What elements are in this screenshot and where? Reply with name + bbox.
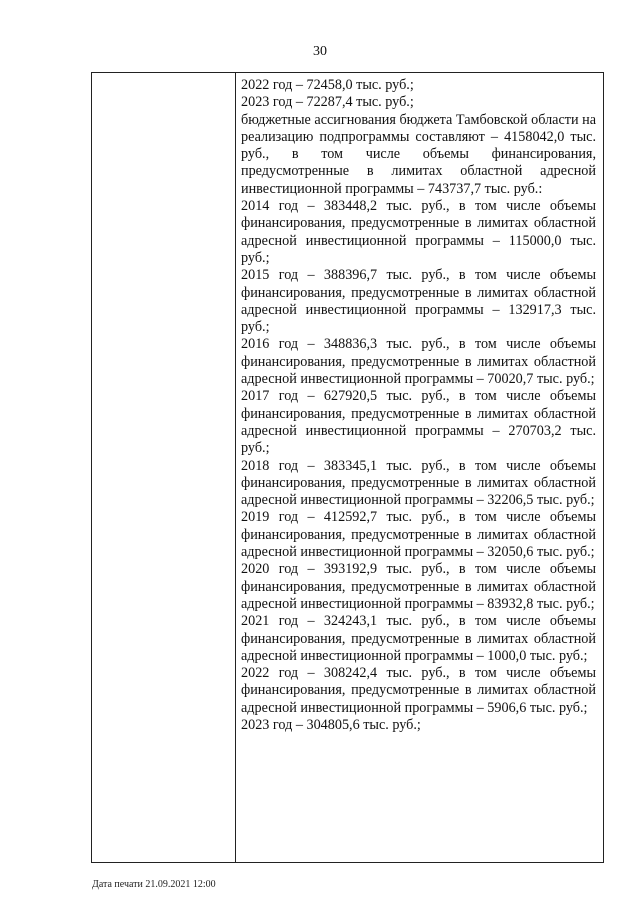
table-cell-content <box>241 77 596 734</box>
paragraph: 2023 год – 304805,6 тыс. руб.; <box>241 716 421 733</box>
column-divider <box>235 73 236 862</box>
paragraph: 2023 год – 72287,4 тыс. руб.; <box>241 94 414 111</box>
document-table <box>91 72 604 863</box>
paragraph: 2021 год – 324243,1 тыс. руб., в том числе объемы финансирования, предусмотренные в лимитах областной адресной инвестиционной программы – 1000,0 тыс. руб.; <box>241 613 596 664</box>
paragraph: 2019 год – 412592,7 тыс. руб., в том числе объемы финансирования, предусмотренные в лимитах областной адресной инвестиционной программы – 32050,6 тыс. руб.; <box>241 509 596 561</box>
paragraph: 2022 год – 72458,0 тыс. руб.; <box>241 77 414 93</box>
paragraph: 2015 год – 388396,7 тыс. руб., в том числе объемы финансирования, предусмотренные в лимитах областной адресной инвестиционной программы – 132917,3 тыс. руб.; <box>241 267 596 336</box>
print-date-footer: Дата печати 21.09.2021 12:00 <box>92 879 216 890</box>
paragraph: 2016 год – 348836,3 тыс. руб., в том числе объемы финансирования, предусмотренные в лимитах областной адресной инвестиционной программы – 70020,7 тыс. руб.; <box>241 336 596 388</box>
page-number: 30 <box>313 44 327 59</box>
paragraph: 2014 год – 383448,2 тыс. руб., в том числе объемы финансирования, предусмотренные в лимитах областной адресной инвестиционной программы – 115000,0 тыс. руб.; <box>241 198 596 266</box>
paragraph: 2017 год – 627920,5 тыс. руб., в том числе объемы финансирования, предусмотренные в лимитах областной адресной инвестиционной программы – 270703,2 тыс. руб.; <box>241 388 596 457</box>
paragraph: 2018 год – 383345,1 тыс. руб., в том числе объемы финансирования, предусмотренные в лимитах областной адресной инвестиционной программы – 32206,5 тыс. руб.; <box>241 457 596 509</box>
paragraph: бюджетные ассигнования бюджета Тамбовской области на реализацию подпрограммы составляют – 4158042,0 тыс. руб., в том числе объемы финансирования, предусмотренные в лимитах областной адресной инвестиционной программы – 743737,7 тыс. руб.: <box>241 111 596 197</box>
paragraph: 2020 год – 393192,9 тыс. руб., в том числе объемы финансирования, предусмотренные в лимитах областной адресной инвестиционной программы – 83932,8 тыс. руб.; <box>241 561 596 612</box>
paragraph: 2022 год – 308242,4 тыс. руб., в том числе объемы финансирования, предусмотренные в лимитах областной адресной инвестиционной программы – 5906,6 тыс. руб.; <box>241 665 596 716</box>
